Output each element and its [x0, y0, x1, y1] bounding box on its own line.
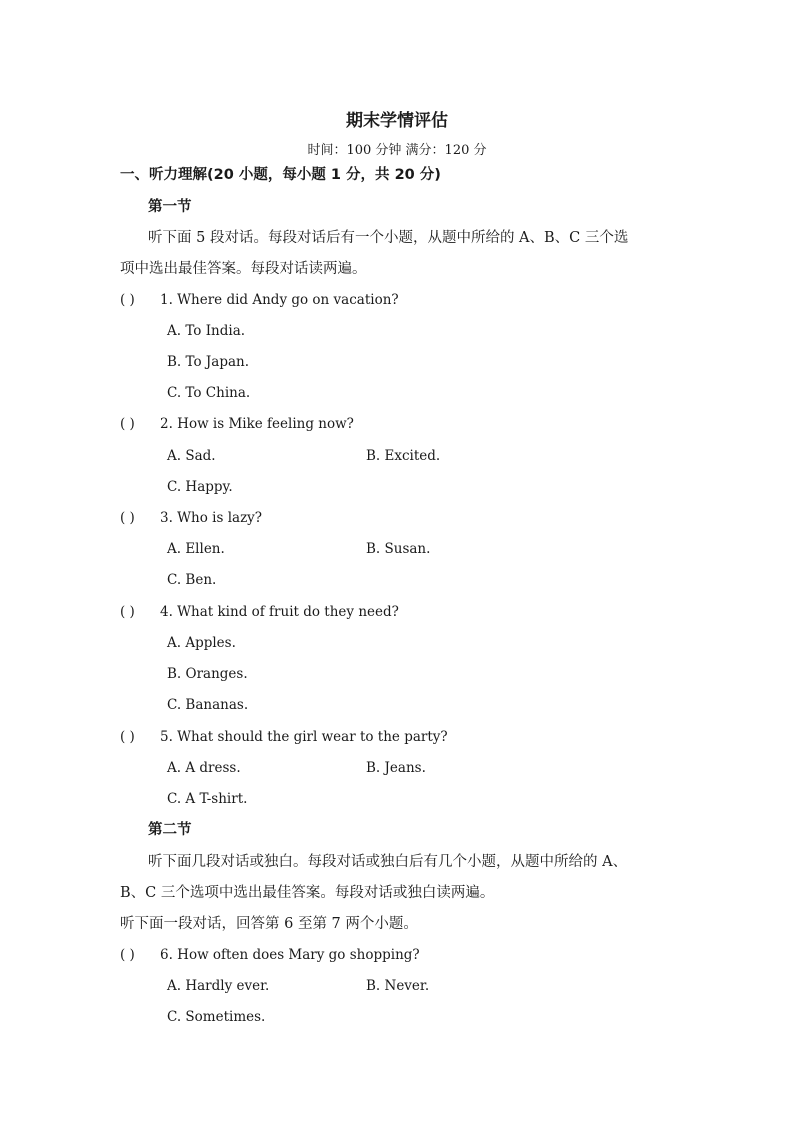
answer-blank[interactable]: ( ): [120, 604, 135, 620]
option-b: B. To Japan.: [167, 354, 250, 370]
answer-blank[interactable]: ( ): [120, 416, 135, 432]
question-text: 2. How is Mike feeling now?: [160, 416, 354, 432]
option-a: A. Hardly ever.: [167, 978, 270, 994]
question-text: 1. Where did Andy go on vacation?: [160, 292, 399, 308]
section-1-instruction-cont: 项中选出最佳答案。每段对话读两遍。: [120, 261, 367, 277]
group-instruction: 听下面一段对话，回答第 6 至第 7 两个小题。: [120, 916, 418, 932]
exam-meta: 时间：100 分钟 满分：120 分: [307, 143, 487, 158]
question-text: 6. How often does Mary go shopping?: [160, 947, 420, 963]
option-a: A. Sad.: [167, 448, 216, 464]
question-5: [120, 727, 448, 747]
option-c: C. Sometimes.: [167, 1009, 266, 1025]
option-a: A. Apples.: [167, 635, 236, 651]
answer-blank[interactable]: ( ): [120, 292, 135, 308]
option-a: A. To India.: [167, 323, 246, 339]
option-b: B. Oranges.: [167, 666, 248, 682]
answer-blank[interactable]: ( ): [120, 729, 135, 745]
option-c: C. Bananas.: [167, 697, 249, 713]
section-2-instruction: 听下面几段对话或独白。每段对话或独白后有几个小题，从题中所给的 A、: [148, 854, 628, 870]
option-c: C. To China.: [167, 385, 251, 401]
question-text: 5. What should the girl wear to the party?: [160, 729, 448, 745]
option-b: B. Jeans.: [366, 760, 426, 776]
section-heading-2: 第二节: [148, 822, 192, 838]
question-text: 4. What kind of fruit do they need?: [160, 604, 399, 620]
answer-blank[interactable]: ( ): [120, 510, 135, 526]
part-heading-listening: 一、听力理解(20 小题，每小题 1 分，共 20 分): [120, 167, 441, 183]
answer-blank[interactable]: ( ): [120, 947, 135, 963]
option-a: A. A dress.: [167, 760, 241, 776]
option-a: A. Ellen.: [167, 541, 225, 557]
question-3: [120, 508, 262, 528]
page-title: 期末学情评估: [346, 111, 448, 131]
section-2-instruction-cont: B、C 三个选项中选出最佳答案。每段对话或独白读两遍。: [120, 885, 495, 901]
option-b: B. Susan.: [366, 541, 431, 557]
question-4: [120, 602, 399, 622]
section-1-instruction: 听下面 5 段对话。每段对话后有一个小题，从题中所给的 A、B、C 三个选: [148, 230, 629, 246]
question-2: [120, 414, 354, 434]
section-heading-1: 第一节: [148, 199, 192, 215]
option-b: B. Never.: [366, 978, 430, 994]
option-c: C. Happy.: [167, 479, 233, 495]
option-b: B. Excited.: [366, 448, 441, 464]
question-1: [120, 290, 399, 310]
option-c: C. Ben.: [167, 572, 217, 588]
option-c: C. A T-shirt.: [167, 791, 248, 807]
question-text: 3. Who is lazy?: [160, 510, 263, 526]
question-6: [120, 945, 420, 965]
